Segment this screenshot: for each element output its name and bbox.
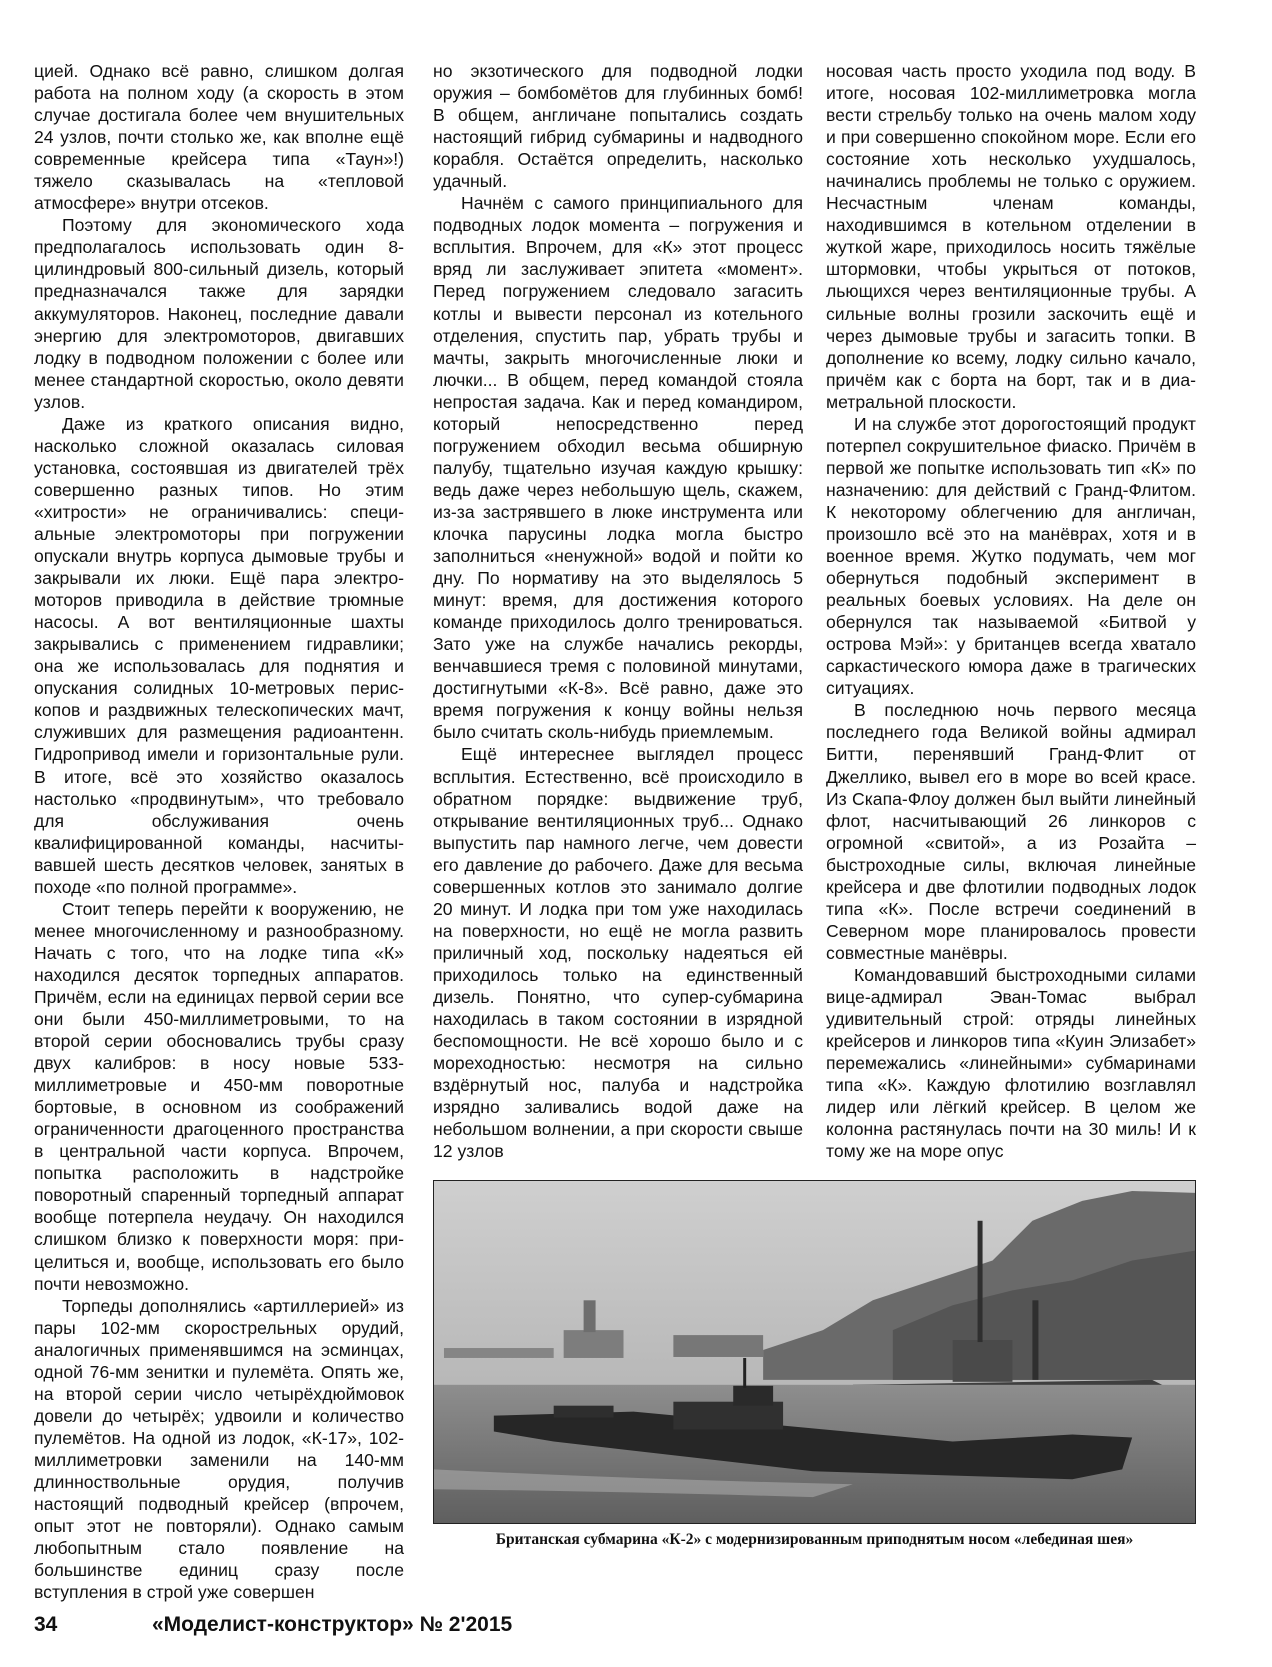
text-column-3 [826,60,1196,1162]
page-number: 34 [34,1613,58,1636]
paragraph: Начнём с самого принципиального для подводных лодок момента – погружения и всплытия. Впрочем, для «К» этот процесс вряд ли заслуживает эпитета «момент». Перед погружением следовало загасить котлы и вывести персонал из котельного отделения, спустить пар, убрать трубы и мачты, закрыть многочисленные люки и лючки... В общем, перед командой стояла непростая задача. Как и перед командиром, который непосредственно перед погружением обходил весьма обширную палубу, тщательно изучая каждую крышку: ведь даже через небольшую щель, скажем, из-за застрявшего в люке инструмента или клочка парусины лодка могла быстро заполниться «ненужной» водой и пойти ко дну. По нормативу на это выделялось 5 минут: время, для достижения которого команде приходилось долго тренироваться. Зато уже на службе начались рекорды, венчавшиеся тремя с половиной минутами, достигнутыми «К-8». Всё равно, даже это время погружения к концу войны нельзя было считать сколь-нибудь приемлемым. [433,193,803,743]
paragraph: Поэтому для экономического хода предполагалось использовать один 8-цилиндровый 800-сильный дизель, который предназначался также для зарядки аккумуляторов. Наконец, последние давали энергию для электромоторов, двигавших лодку в подводном положении с более или менее стандартной скоростью, около девяти узлов. [34,215,404,412]
page-footer [34,1613,512,1637]
paragraph: Командовавший быстроходными силами вице-адмирал Эван-Томас выбрал удивительный строй: отряды линейных крейсеров и линкоров типа «Куин Элизабет» перемежались «линейными» субмаринами типа «К». Каждую флотилию возглавлял лидер или лёгкий крейсер. В целом же колонна растянулась почти на 30 миль! И к тому же на море опус [826,964,1196,1162]
paragraph: И на службе этот дорогостоящий продукт потерпел сокрушительное фиаско. Причём в первой же попытке использовать тип «К» по назначению: для действий с Гранд-Флитом. К некоторому облегчению для англичан, произошло всё это на манёврах, хотя и в военное время. Жутко подумать, чем мог обернуться подобный эксперимент в реальных боевых условиях. На деле он обернулся так называемой «Битвой у острова Мэй»: у британцев всегда хватало саркастического юмора даже в трагических ситуациях. [826,413,1196,699]
paragraph: Даже из краткого описания видно, насколько сложной оказалась силовая установка, состоявшая из двигателей трёх совершенно разных типов. Но этим «хитрости» не ограничивались: специальные электромоторы при погружении опускали внутрь корпуса дымовые трубы и закрывали их люки. Ещё пара электромоторов приводила в действие трюмные насосы. А вот вентиляционные шахты закрывались с применением гидравлики; она же использовалась для поднятия и опускания солидных 10-метровых перископов и раздвижных телескопических мачт, служивших для размещения радиоантенн. Гидропривод имели и горизонтальные рули. В итоге, всё это хозяйство оказалось настолько «продвинутым», что требовало для обслуживания очень квалифицированной команды, насчитывавшей шесть десятков человек, занятых в походе «по полной программе». [34,413,404,897]
paragraph: но экзотического для подводной лодки оружия – бомбомётов для глубинных бомб! В общем, англичане попытались создать настоящий гибрид субмарины и надводного корабля. Остаётся определить, насколько удачный. [433,61,803,192]
paragraph: В последнюю ночь первого месяца последнего года Великой войны адмирал Битти, перенявший Гранд-Флит от Джеллико, вывел его в море во всей красе. Из Скапа-Флоу должен был выйти линейный флот, насчитывающий 26 линкоров с огромной «свитой», а из Розайта – быстроходные силы, включая линейные крейсера и две флотилии подводных лодок типа «К». После встречи соединений в Северном море планировалось провести совместные манёвры. [826,700,1196,963]
paragraph: носовая часть просто уходила под воду. В итоге, носовая 102-миллиметровка могла вести стрельбу только на очень малом ходу и при совершенно спокойном море. Если его состояние хоть несколько ухудшалось, начинались проблемы не только с оружием. Несчастным членам команды, находившимся в котельном отделении в жуткой жаре, приходилось носить тяжёлые штормовки, чтобы укрыться от потоков, льющихся через вентиляционные трубы. А сильные волны грозили заскочить ещё и через дымовые трубы и загасить топки. В дополнение ко всему, лодку сильно качало, причём как с борта на борт, так и в диаметральной плоскости. [826,61,1196,412]
text-column-1 [34,60,404,1603]
photo-caption: Британская субмарина «К-2» с модернизированным приподнятым носом «лебединая шея» [495,1531,1134,1548]
submarine-photo [433,1180,1196,1524]
magazine-issue: «Моделист-конструктор» № 2'2015 [152,1613,513,1636]
submarine-photo-illustration [434,1181,1195,1523]
paragraph: Торпеды дополнялись «артиллерией» из пары 102-мм скорострельных орудий, аналогичных применявшимся на эсминцах, одной 76-мм зенитки и пулемёта. Опять же, на второй серии число четырёхдюймовок довели до четырёх; удвоили и количество пулемётов. На одной из лодок, «К-17», 102-миллиметровки заменили на 140-мм длинноствольные орудия, получив настоящий подводный крейсер (впрочем, опыт этот не повторяли). Однако самым любопытным стало появление на большинстве единиц сразу после вступления в строй уже совершен [34,1295,404,1603]
paragraph: цией. Однако всё равно, слишком долгая работа на полном ходу (а скорость в этом случае достигала более чем внушительных 24 узлов, почти столько же, как вполне ещё современные крейсера типа «Таун»!) тяжело сказывалась на «тепловой атмосфере» внутри отсеков. [34,61,404,214]
paragraph: Ещё интереснее выглядел процесс всплытия. Естественно, всё происходило в обратном порядке: выдвижение труб, открывание вентиляционных труб... Однако выпустить пар намного легче, чем довести его давление до рабочего. Даже для весьма совершенных котлов это занимало долгие 20 минут. И лодка при том уже находилась на поверхности, но ещё не могла развить приличный ход, поскольку надеяться ей приходилось только на единственный дизель. Понятно, что супер-субмарина находилась в таком состоянии в изрядной беспомощности. Не всё хорошо было и с мореходностью: несмотря на сильно вздёрнутый нос, палуба и надстройка изрядно заливались водой даже на небольшом волнении, а при скорости свыше 12 узлов [433,744,803,1162]
text-column-2 [433,60,803,1162]
paragraph: Стоит теперь перейти к вооружению, не менее многочисленному и разнообразному. Начать с того, что на лодке типа «К» находился десяток торпедных аппаратов. Причём, если на единицах первой серии все они были 450-миллиметровыми, то на второй серии обосновались трубы сразу двух калибров: в носу новые 533-миллиметровые и 450-мм поворотные бортовые, в основном из соображений ограниченности драгоценного пространства в центральной части корпуса. Впрочем, попытка расположить в надстройке поворотный спаренный торпедный аппарат вообще потерпела неудачу. Он находился слишком близко к поверхности моря: прицелиться и, вообще, использовать его было почти невозможно. [34,898,404,1294]
